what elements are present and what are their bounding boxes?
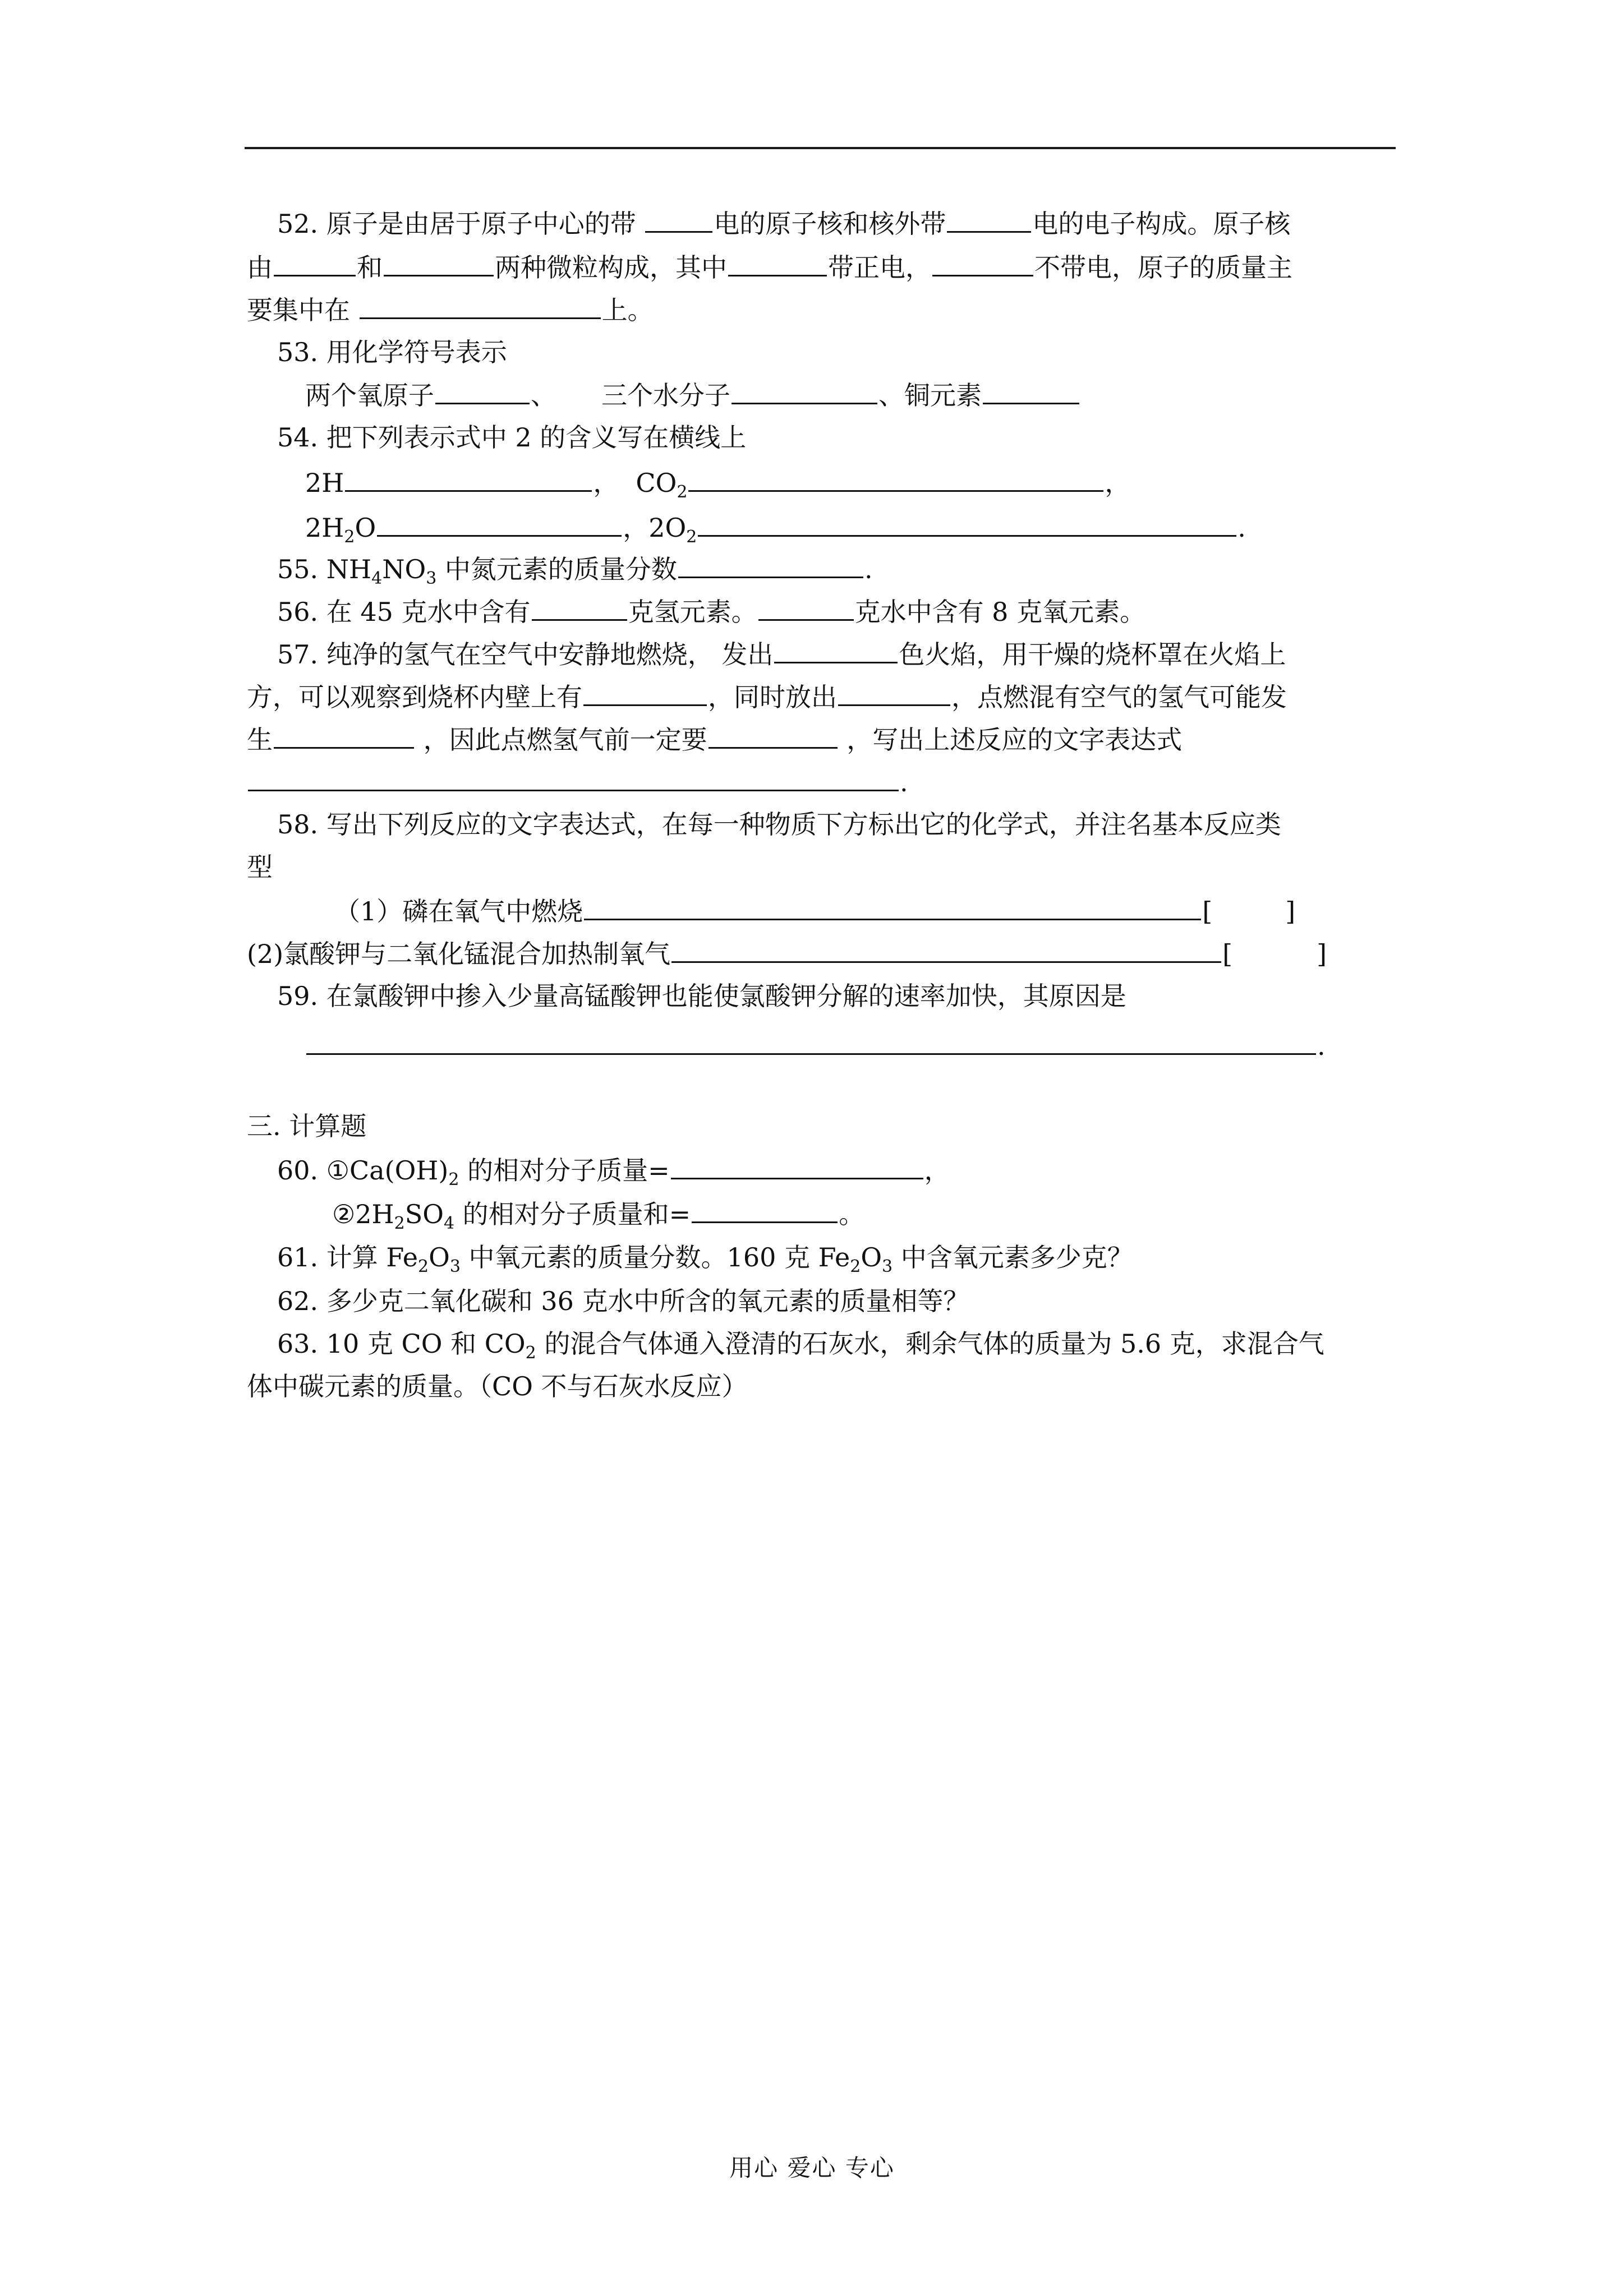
answer-blank[interactable]	[671, 1153, 923, 1179]
text: 61. 计算 Fe	[277, 1242, 418, 1273]
text: ，同时放出	[708, 682, 837, 712]
text: 52. 原子是由居于原子中心的带	[277, 209, 645, 239]
q58-part2	[247, 937, 1327, 971]
answer-blank[interactable]	[732, 378, 877, 404]
subscript: 2	[344, 527, 355, 547]
text: ②2H	[332, 1199, 394, 1229]
q57-line3	[247, 722, 1182, 757]
answer-blank[interactable]	[698, 510, 1236, 537]
answer-blank[interactable]	[274, 722, 414, 749]
q60-line2	[332, 1197, 864, 1231]
text: ，	[1105, 468, 1131, 498]
text: 色火焰，用干燥的烧杯罩在火焰上	[899, 639, 1286, 670]
text: 中含氧元素多少克？	[892, 1242, 1133, 1273]
header-rule	[245, 147, 1396, 149]
answer-blank[interactable]	[671, 937, 1221, 963]
q57-line2	[247, 680, 1287, 714]
answer-blank[interactable]	[758, 594, 854, 621]
text: O	[355, 513, 376, 543]
q54-row2	[305, 510, 1246, 545]
answer-blank[interactable]	[306, 1029, 1316, 1055]
answer-blank[interactable]	[248, 765, 899, 791]
answer-blank[interactable]	[983, 378, 1079, 404]
section-title: 三. 计算题	[247, 1111, 367, 1141]
subscript: 2	[686, 527, 697, 547]
answer-blank[interactable]	[645, 206, 712, 233]
text: 、铜元素	[878, 380, 982, 411]
text: NO	[382, 554, 426, 584]
text: 生	[247, 725, 273, 755]
q60-line1	[277, 1153, 950, 1190]
text: CO	[636, 468, 677, 498]
text: 电的原子核和核外带	[714, 209, 946, 239]
q53-title: 53. 用化学符号表示	[277, 337, 507, 367]
text: 中氮元素的质量分数	[436, 554, 677, 584]
text: ，因此点燃氢气前一定要	[415, 725, 707, 755]
q62-line: 62. 多少克二氧化碳和 36 克水中所含的氧元素的质量相等？	[277, 1286, 969, 1316]
text: 三个水分子	[601, 380, 730, 411]
answer-blank[interactable]	[728, 250, 827, 276]
text: 要集中在	[247, 295, 358, 325]
subscript: 2	[394, 1214, 405, 1233]
answer-blank[interactable]	[360, 293, 601, 319]
text: 电的电子构成。原子核	[1032, 209, 1291, 239]
answer-blank[interactable]	[678, 552, 863, 578]
answer-blank[interactable]	[774, 637, 898, 663]
text: 不带电，原子的质量主	[1034, 252, 1292, 283]
text: 56. 在 45 克水中含有	[277, 597, 531, 627]
text: 、	[531, 380, 556, 411]
q54-title: 54. 把下列表示式中 2 的含义写在横线上	[277, 422, 747, 453]
q63-line2: 体中碳元素的质量。（CO 不与石灰水反应）	[247, 1371, 748, 1401]
answer-blank[interactable]	[692, 1197, 838, 1223]
text: 克氢元素。	[628, 597, 757, 627]
q52-line2	[247, 250, 1292, 284]
text: ]	[1317, 939, 1327, 969]
text: .	[864, 554, 873, 584]
text: .	[1237, 513, 1246, 543]
text: 克水中含有 8 克氧元素。	[854, 597, 1146, 627]
text: 方，可以观察到烧杯内壁上有	[247, 682, 582, 712]
q52-line1	[277, 206, 1290, 241]
text: 两个氧原子	[305, 380, 434, 411]
answer-blank[interactable]	[947, 206, 1031, 233]
answer-blank[interactable]	[932, 250, 1033, 276]
text: 2H	[305, 468, 344, 498]
text: O	[861, 1242, 882, 1273]
subscript: 2	[418, 1257, 429, 1276]
text: [	[1222, 939, 1233, 969]
q55-line	[277, 552, 873, 586]
q59-line2	[305, 1029, 1326, 1063]
q58-line2: 型	[247, 852, 273, 882]
q56-line	[277, 594, 1145, 629]
text: [	[1202, 896, 1213, 926]
text: 和	[357, 252, 383, 283]
text: 带正电，	[828, 252, 931, 283]
answer-blank[interactable]	[377, 510, 622, 537]
answer-blank[interactable]	[688, 465, 1103, 492]
text: ，写出上述反应的文字表达式	[838, 725, 1183, 755]
q57-line4	[247, 765, 908, 799]
answer-blank[interactable]	[709, 722, 838, 749]
text: .	[1317, 1031, 1326, 1061]
q63-line1	[277, 1327, 1324, 1361]
text: ，	[593, 468, 619, 498]
text: ，2O	[623, 513, 687, 543]
page-footer: 用心 爱心 专心	[729, 2154, 895, 2182]
text: 57. 纯净的氢气在空气中安静地燃烧， 发出	[277, 639, 774, 670]
q52-line3	[247, 293, 654, 327]
subscript: 2	[448, 1170, 459, 1190]
text: 的混合气体通入澄清的石灰水，剩余气体的质量为 5.6 克，求混合气	[536, 1329, 1324, 1359]
subscript: 3	[449, 1257, 461, 1276]
text: 两种微粒构成，其中	[495, 252, 727, 283]
answer-blank[interactable]	[584, 894, 1201, 920]
q61-line	[277, 1241, 1133, 1274]
subscript: 4	[443, 1214, 455, 1233]
text: ]	[1285, 896, 1296, 926]
subscript: 2	[677, 482, 688, 502]
q53-answers	[305, 378, 1080, 412]
subscript: 3	[882, 1257, 893, 1276]
answer-blank[interactable]	[274, 250, 356, 276]
text: 的相对分子质量和=	[454, 1199, 691, 1229]
answer-blank[interactable]	[345, 465, 592, 492]
text: SO	[404, 1199, 444, 1229]
answer-blank[interactable]	[838, 680, 950, 706]
subscript: 4	[371, 569, 383, 588]
answer-blank[interactable]	[435, 378, 530, 404]
text: 63. 10 克 CO 和 CO	[277, 1329, 526, 1359]
q58-line1: 58. 写出下列反应的文字表达式，在每一种物质下方标出它的化学式，并注名基本反应类	[277, 809, 1281, 840]
answer-blank[interactable]	[384, 250, 494, 276]
answer-blank[interactable]	[532, 594, 627, 621]
text: O	[429, 1242, 450, 1273]
text: 2H	[305, 513, 344, 543]
text: 60. ①Ca(OH)	[277, 1155, 449, 1186]
text: 55. NH	[277, 554, 372, 584]
text: 由	[247, 252, 273, 283]
q57-line1	[277, 637, 1286, 671]
text: 。	[839, 1199, 865, 1229]
text: 上。	[601, 295, 654, 325]
q54-row1	[305, 465, 1130, 500]
text: ，	[924, 1155, 950, 1186]
subscript: 2	[850, 1257, 861, 1276]
q59-line1: 59. 在氯酸钾中掺入少量高锰酸钾也能使氯酸钾分解的速率加快，其原因是	[277, 981, 1126, 1011]
text: 的相对分子质量=	[459, 1155, 670, 1186]
text: ，点燃混有空气的氢气可能发	[951, 682, 1287, 712]
answer-blank[interactable]	[583, 680, 707, 706]
q58-part1	[334, 894, 1295, 928]
text: (2)氯酸钾与二氧化锰混合加热制氧气	[247, 939, 671, 969]
text: 中氧元素的质量分数。160 克 Fe	[460, 1242, 850, 1273]
subscript: 2	[525, 1343, 536, 1363]
text: （1）磷在氧气中燃烧	[334, 896, 583, 926]
subscript: 3	[426, 569, 437, 588]
text: .	[900, 767, 908, 797]
